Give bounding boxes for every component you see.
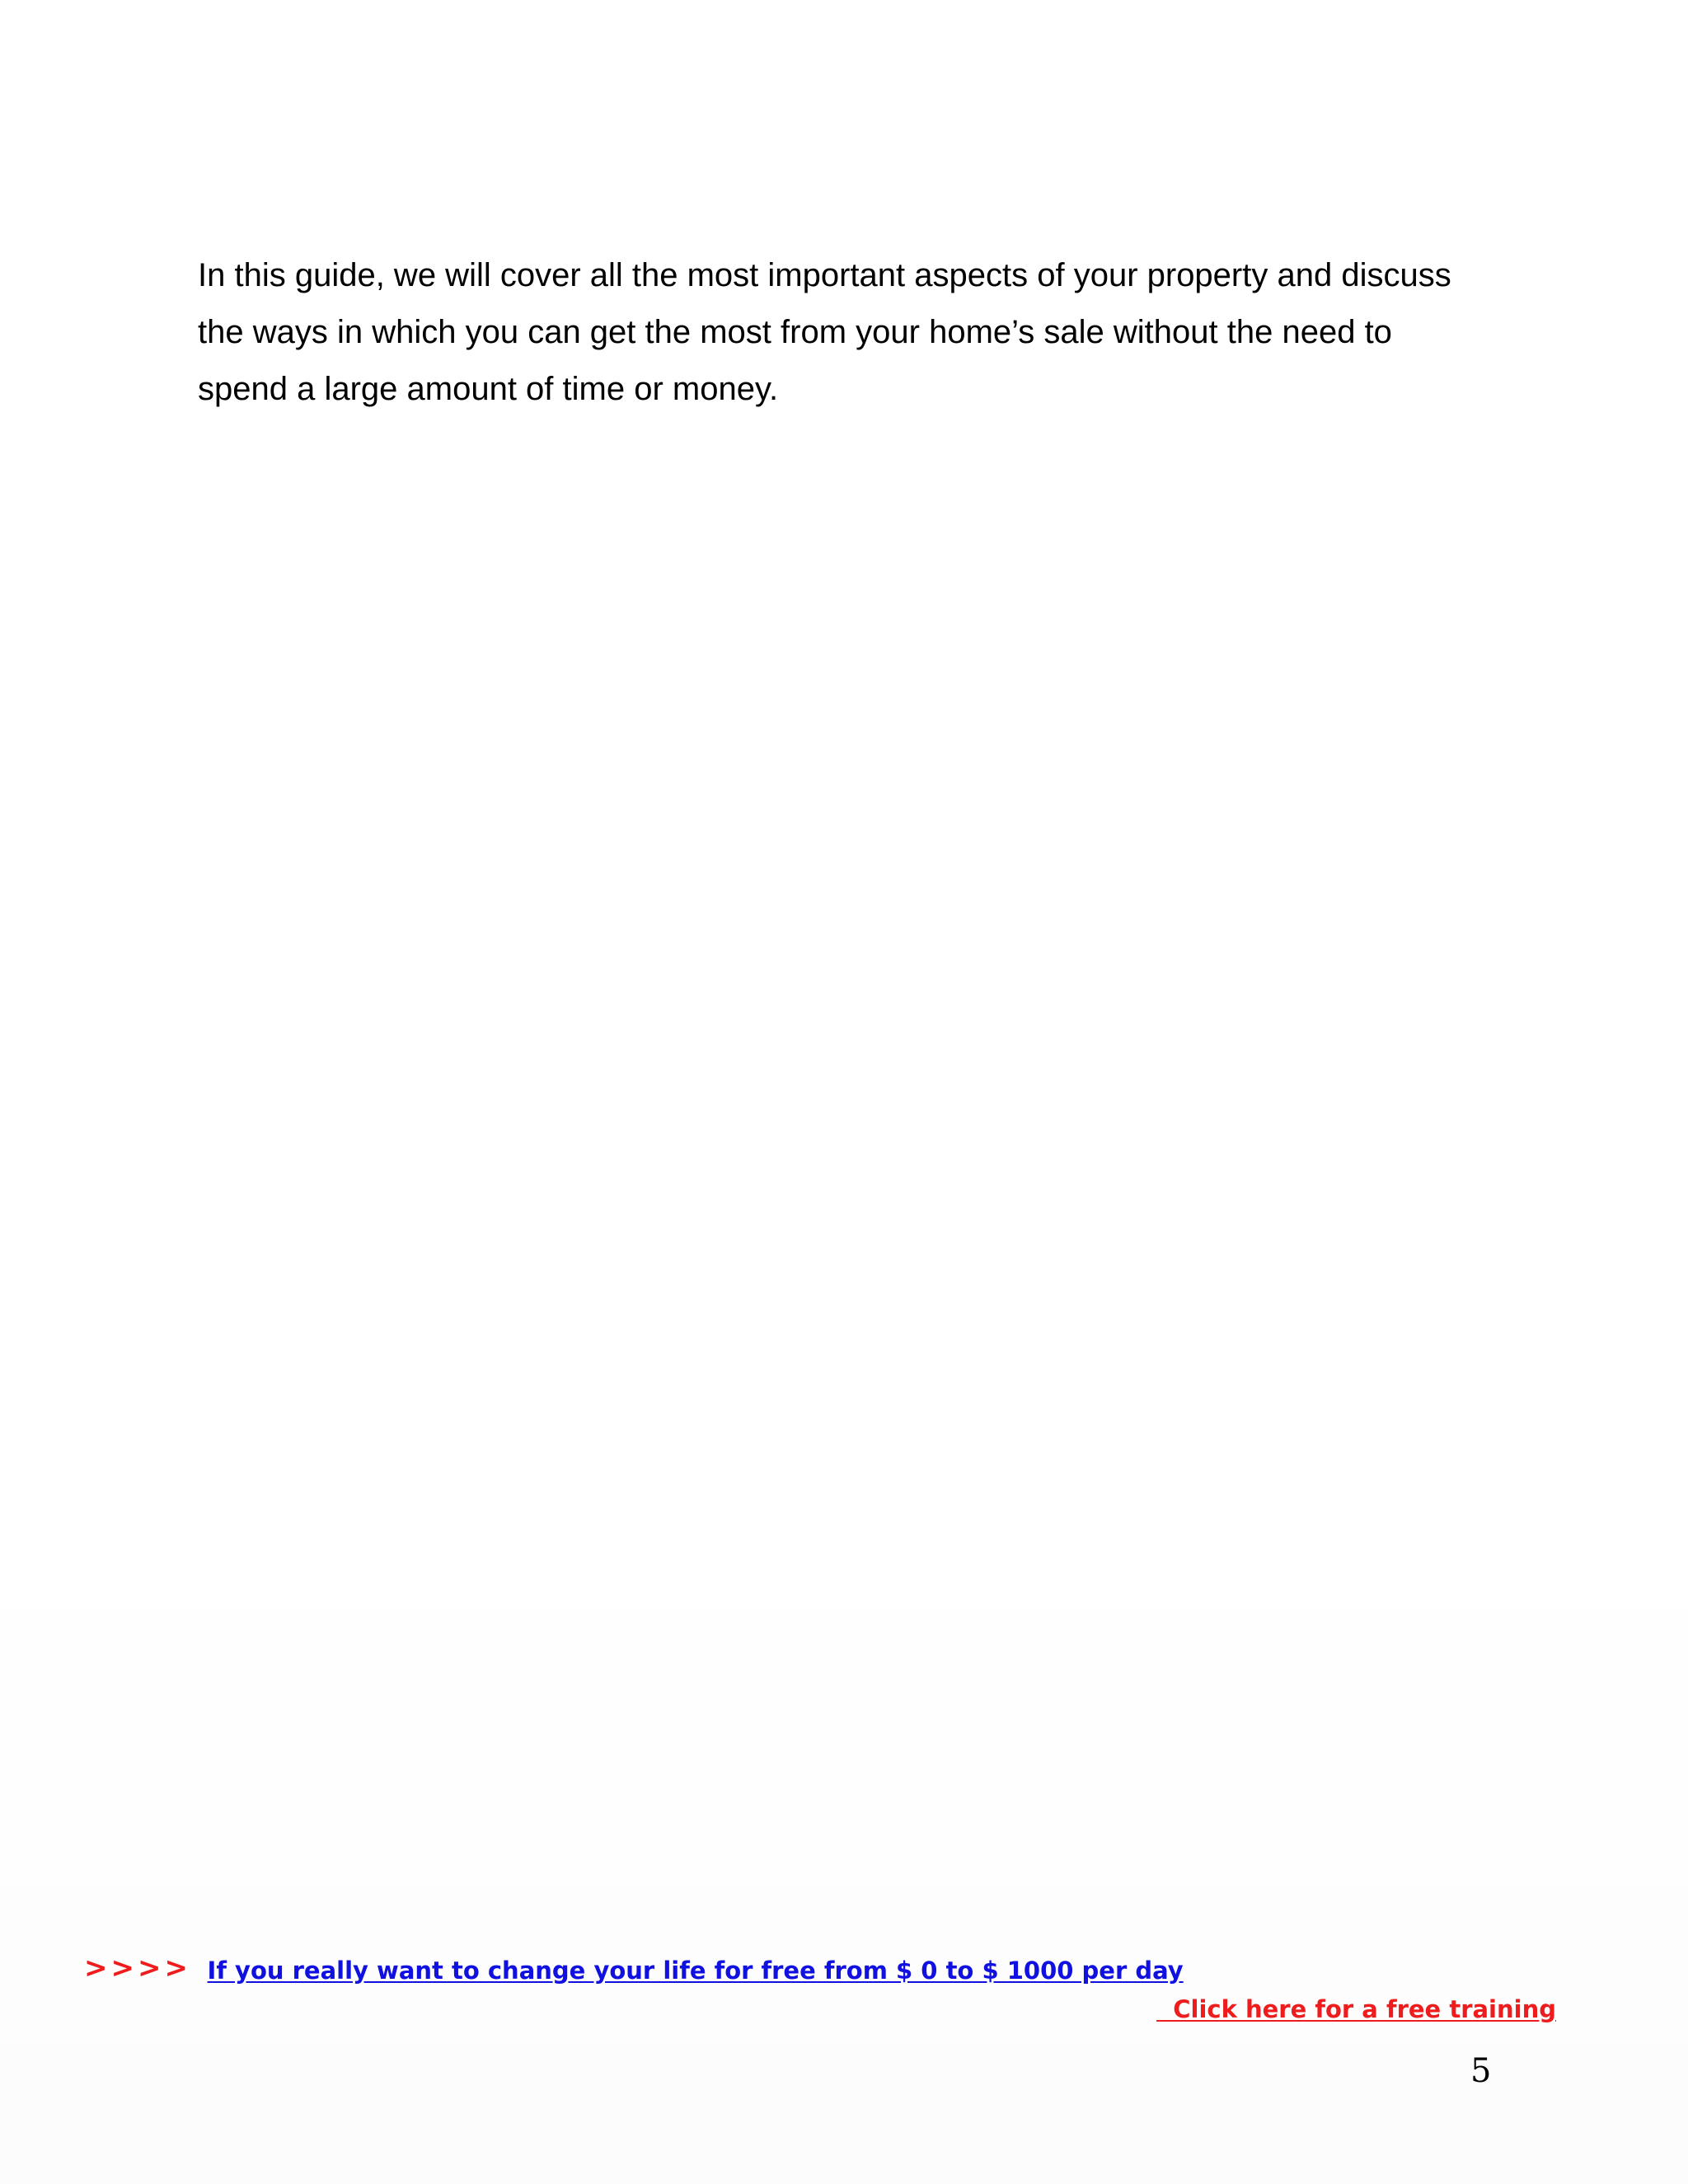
promo-link[interactable]: If you really want to change your life for free from $ 0 to $ 1000 per day (207, 1957, 1184, 1985)
arrows-marker: >>>> (84, 1952, 191, 1985)
free-training-link[interactable]: Click here for a free training (1156, 1995, 1556, 2023)
body-paragraph: In this guide, we will cover all the most important aspects of your property and discuss the ways in which you can get the most from your home’s sale without the need to spend a large amount of time or money. (198, 257, 1451, 407)
promo-line (84, 1952, 1184, 1985)
page-number: 5 (1470, 2052, 1492, 2090)
